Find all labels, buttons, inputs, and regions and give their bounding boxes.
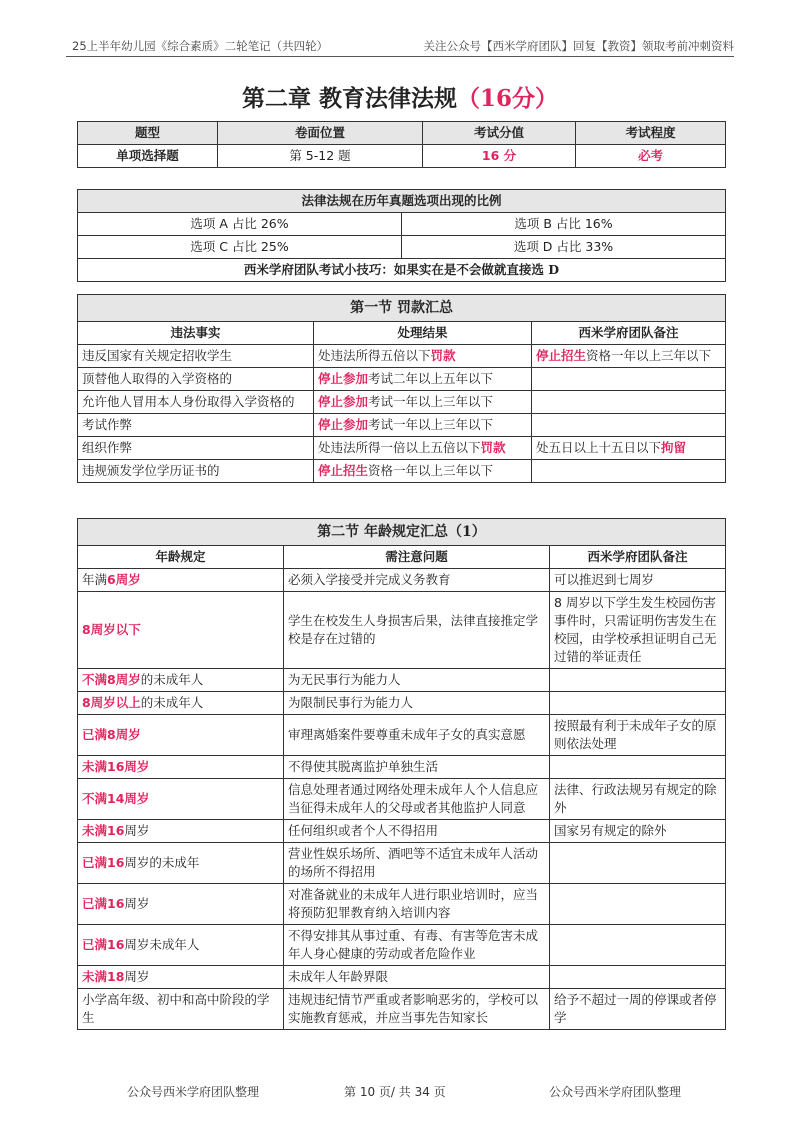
- cell-text: 未成年人年龄界限: [288, 969, 389, 984]
- options-title: 法律法规在历年真题选项出现的比例: [78, 190, 726, 213]
- ages-issue-cell: [284, 569, 550, 592]
- fines-note-cell: [532, 368, 726, 391]
- ages-note-cell: [550, 592, 726, 669]
- ages-age-cell: [78, 884, 284, 925]
- fines-result-cell: [314, 345, 532, 368]
- cell-text: 任何组织或者个人不得招用: [288, 823, 439, 838]
- option-d-ratio: 选项 D 占比 33%: [402, 236, 726, 259]
- cell-text: 8周岁以下: [82, 622, 141, 637]
- chapter-title: [0, 80, 800, 113]
- cell-text: 不得使其脱离监护单独生活: [288, 759, 439, 774]
- cell-text: 为无民事行为能力人: [288, 672, 401, 687]
- ages-header-note: 西米学府团队备注: [550, 546, 726, 569]
- ages-age-cell: [78, 756, 284, 779]
- cell-text: 周岁: [124, 969, 150, 984]
- cell-text: 的未成年人: [140, 695, 204, 710]
- ages-issue-cell: [284, 820, 550, 843]
- cell-text: 停止参加: [318, 417, 369, 432]
- footer-right: 公众号西米学府团队整理: [549, 1085, 682, 1099]
- ages-age-cell: [78, 989, 284, 1030]
- cell-text: 违反国家有关规定招收学生: [82, 348, 233, 363]
- cell-text: 资格一年以上三年以下: [368, 463, 494, 478]
- table-row: [78, 843, 726, 884]
- ages-note-cell: [550, 884, 726, 925]
- exam-cell-position: 第 5-12 题: [218, 145, 423, 168]
- ages-issue-cell: [284, 884, 550, 925]
- fines-table: [77, 294, 726, 483]
- ages-issue-cell: [284, 989, 550, 1030]
- cell-text: 为限制民事行为能力人: [288, 695, 414, 710]
- fines-fact-cell: [78, 414, 314, 437]
- table-row: [78, 460, 726, 483]
- table-row: [78, 669, 726, 692]
- option-a-ratio: 选项 A 占比 26%: [78, 213, 402, 236]
- fines-note-cell: [532, 391, 726, 414]
- fines-title: 第一节 罚款汇总: [78, 295, 726, 322]
- fines-note-cell: [532, 437, 726, 460]
- cell-text: 审理离婚案件要尊重未成年子女的真实意愿: [288, 727, 526, 742]
- ages-issue-cell: [284, 715, 550, 756]
- exam-cell-type: 单项选择题: [78, 145, 218, 168]
- cell-text: 已满8周岁: [82, 727, 141, 742]
- fines-note-cell: [532, 345, 726, 368]
- header-left-text: 25上半年幼儿园《综合素质》二轮笔记（共四轮）: [72, 39, 329, 53]
- fines-note-cell: [532, 460, 726, 483]
- cell-text: 未满16周岁: [82, 759, 150, 774]
- cell-text: 停止参加: [318, 371, 369, 386]
- fines-fact-cell: [78, 368, 314, 391]
- table-row: [78, 692, 726, 715]
- ages-issue-cell: [284, 756, 550, 779]
- fines-result-cell: [314, 437, 532, 460]
- ages-issue-cell: [284, 669, 550, 692]
- ages-note-cell: [550, 843, 726, 884]
- cell-text: 年满: [82, 572, 108, 587]
- options-ratio-table: [77, 189, 726, 282]
- cell-text: 8 周岁以下学生发生校园伤害事件时，只需证明伤害发生在校园，由学校承担证明自己无过错的举证责任: [554, 595, 717, 664]
- cell-text: 顶替他人取得的入学资格的: [82, 371, 233, 386]
- cell-text: 必须入学接受并完成义务教育: [288, 572, 451, 587]
- ages-note-cell: [550, 692, 726, 715]
- cell-text: 罚款: [480, 440, 506, 455]
- cell-text: 可以推迟到七周岁: [554, 572, 655, 587]
- cell-text: 国家另有规定的除外: [554, 823, 667, 838]
- fines-fact-cell: [78, 391, 314, 414]
- cell-text: 学生在校发生人身损害后果，法律直接推定学校是存在过错的: [288, 613, 539, 646]
- table-row: [78, 756, 726, 779]
- fines-result-cell: [314, 368, 532, 391]
- cell-text: 已满16: [82, 937, 125, 952]
- table-row: [78, 368, 726, 391]
- ages-age-cell: [78, 843, 284, 884]
- ages-note-cell: [550, 779, 726, 820]
- ages-age-cell: [78, 669, 284, 692]
- ages-issue-cell: [284, 843, 550, 884]
- exam-info-table: [77, 121, 726, 168]
- cell-text: 对准备就业的未成年人进行职业培训时，应当将预防犯罪教育纳入培训内容: [288, 887, 539, 920]
- exam-header-position: 卷面位置: [218, 122, 423, 145]
- ages-header-issue: 需注意问题: [284, 546, 550, 569]
- ages-age-cell: [78, 925, 284, 966]
- cell-text: 考试二年以上五年以下: [368, 371, 494, 386]
- ages-note-cell: [550, 989, 726, 1030]
- fines-result-cell: [314, 414, 532, 437]
- cell-text: 考试一年以上三年以下: [368, 394, 494, 409]
- cell-text: 组织作弊: [82, 440, 133, 455]
- chapter-title-main: 第二章 教育法律法规: [241, 85, 457, 112]
- cell-text: 已满16: [82, 855, 125, 870]
- table-row: [78, 569, 726, 592]
- ages-note-cell: [550, 569, 726, 592]
- cell-text: 不满8周岁: [82, 672, 141, 687]
- header-right-text: 关注公众号【西米学府团队】回复【教资】领取考前冲刺资料: [423, 39, 734, 53]
- table-row: [78, 779, 726, 820]
- fines-result-cell: [314, 391, 532, 414]
- cell-text: 考试作弊: [82, 417, 133, 432]
- cell-text: 处五日以上十五日以下: [536, 440, 662, 455]
- fines-header-note: 西米学府团队备注: [532, 322, 726, 345]
- cell-text: 6周岁: [107, 572, 141, 587]
- table-row: [78, 414, 726, 437]
- cell-text: 法律、行政法规另有规定的除外: [554, 782, 717, 815]
- chapter-title-score: （16分）: [457, 85, 559, 112]
- page-header: [66, 34, 734, 57]
- ages-title: 第二节 年龄规定汇总（1）: [78, 519, 726, 546]
- table-row: [78, 925, 726, 966]
- ages-age-cell: [78, 692, 284, 715]
- cell-text: 不满14周岁: [82, 791, 150, 806]
- table-row: [78, 989, 726, 1030]
- cell-text: 周岁的未成年: [124, 855, 200, 870]
- ages-issue-cell: [284, 592, 550, 669]
- cell-text: 停止参加: [318, 394, 369, 409]
- cell-text: 的未成年人: [140, 672, 204, 687]
- footer-page-number: 第 10 页/ 共 34 页: [344, 1085, 446, 1099]
- table-row: [78, 345, 726, 368]
- fines-result-cell: [314, 460, 532, 483]
- ages-note-cell: [550, 756, 726, 779]
- fines-note-cell: [532, 414, 726, 437]
- cell-text: 拘留: [661, 440, 687, 455]
- cell-text: 违规违纪情节严重或者影响恶劣的，学校可以实施教育惩戒，并应当事先告知家长: [288, 992, 539, 1025]
- cell-text: 停止招生: [318, 463, 369, 478]
- option-b-ratio: 选项 B 占比 16%: [402, 213, 726, 236]
- ages-issue-cell: [284, 779, 550, 820]
- cell-text: 允许他人冒用本人身份取得入学资格的: [82, 394, 295, 409]
- cell-text: 营业性娱乐场所、酒吧等不适宜未成年人活动的场所不得招用: [288, 846, 539, 879]
- cell-text: 违规颁发学位学历证书的: [82, 463, 220, 478]
- fines-header-result: 处理结果: [314, 322, 532, 345]
- option-c-ratio: 选项 C 占比 25%: [78, 236, 402, 259]
- cell-text: 处违法所得五倍以下: [318, 348, 431, 363]
- cell-text: 8周岁以上: [82, 695, 141, 710]
- cell-text: 周岁未成年人: [124, 937, 200, 952]
- fines-fact-cell: [78, 437, 314, 460]
- ages-header-age: 年龄规定: [78, 546, 284, 569]
- ages-note-cell: [550, 925, 726, 966]
- cell-text: 未满16: [82, 823, 125, 838]
- fines-fact-cell: [78, 345, 314, 368]
- ages-table: [77, 518, 726, 1030]
- cell-text: 信息处理者通过网络处理未成年人个人信息应当征得未成年人的父母或者其他监护人同意: [288, 782, 539, 815]
- ages-note-cell: [550, 715, 726, 756]
- table-row: [78, 391, 726, 414]
- cell-text: 周岁: [124, 823, 150, 838]
- cell-text: 小学高年级、初中和高中阶段的学生: [82, 992, 270, 1025]
- table-row: [78, 592, 726, 669]
- table-row: [78, 715, 726, 756]
- ages-age-cell: [78, 779, 284, 820]
- ages-note-cell: [550, 966, 726, 989]
- ages-issue-cell: [284, 966, 550, 989]
- table-row: [78, 884, 726, 925]
- ages-age-cell: [78, 820, 284, 843]
- fines-fact-cell: [78, 460, 314, 483]
- cell-text: 未满18: [82, 969, 125, 984]
- cell-text: 周岁: [124, 896, 150, 911]
- ages-age-cell: [78, 569, 284, 592]
- cell-text: 按照最有利于未成年子女的原则依法处理: [554, 718, 717, 751]
- table-row: [78, 437, 726, 460]
- footer-left: 公众号西米学府团队整理: [127, 1085, 260, 1099]
- ages-note-cell: [550, 669, 726, 692]
- exam-header-type: 题型: [78, 122, 218, 145]
- ages-age-cell: [78, 715, 284, 756]
- exam-tip: 西米学府团队考试小技巧：如果实在是不会做就直接选 D: [78, 259, 726, 282]
- cell-text: 不得安排其从事过重、有毒、有害等危害未成年人身心健康的劳动或者危险作业: [288, 928, 539, 961]
- cell-text: 处违法所得一倍以上五倍以下: [318, 440, 481, 455]
- cell-text: 已满16: [82, 896, 125, 911]
- cell-text: 给予不超过一周的停课或者停学: [554, 992, 717, 1025]
- exam-header-level: 考试程度: [576, 122, 726, 145]
- fines-header-fact: 违法事实: [78, 322, 314, 345]
- ages-age-cell: [78, 592, 284, 669]
- exam-cell-score: 16 分: [423, 145, 576, 168]
- ages-issue-cell: [284, 925, 550, 966]
- cell-text: 考试一年以上三年以下: [368, 417, 494, 432]
- ages-note-cell: [550, 820, 726, 843]
- exam-cell-level: 必考: [576, 145, 726, 168]
- ages-age-cell: [78, 966, 284, 989]
- cell-text: 停止招生: [536, 348, 587, 363]
- cell-text: 罚款: [430, 348, 456, 363]
- exam-header-score: 考试分值: [423, 122, 576, 145]
- table-row: [78, 966, 726, 989]
- table-row: [78, 820, 726, 843]
- cell-text: 资格一年以上三年以下: [586, 348, 712, 363]
- ages-issue-cell: [284, 692, 550, 715]
